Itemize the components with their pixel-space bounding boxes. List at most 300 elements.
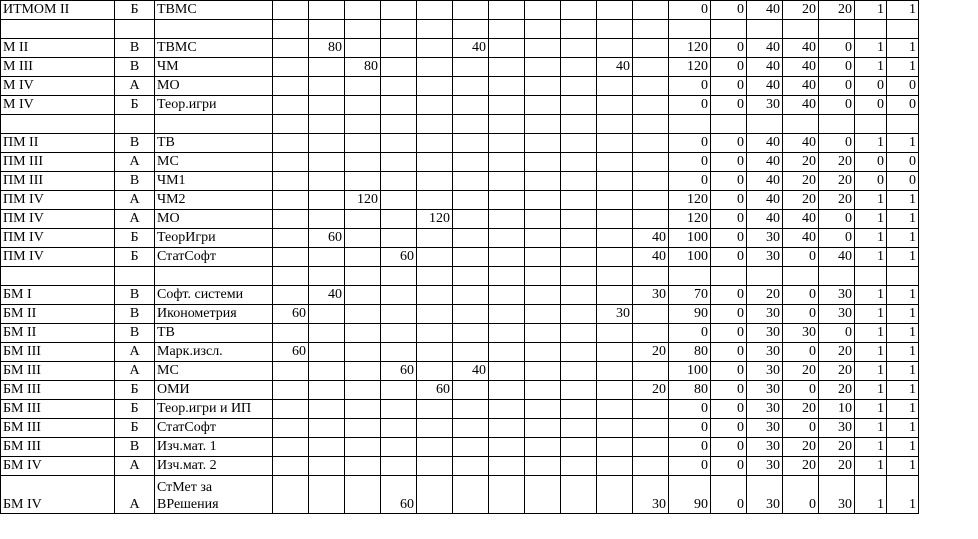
value-cell[interactable] (597, 381, 633, 400)
value-cell[interactable]: 30 (819, 305, 855, 324)
value-cell[interactable] (489, 400, 525, 419)
category-cell[interactable]: А (115, 210, 155, 229)
value-cell[interactable] (633, 191, 669, 210)
value-cell[interactable] (597, 400, 633, 419)
value-cell[interactable]: 1 (855, 305, 887, 324)
value-cell[interactable]: 40 (747, 77, 783, 96)
value-cell[interactable]: 1 (855, 476, 887, 514)
value-cell[interactable] (309, 153, 345, 172)
value-cell[interactable] (417, 191, 453, 210)
value-cell[interactable] (887, 20, 919, 39)
subject-cell[interactable]: Изч.мат. 1 (155, 438, 273, 457)
value-cell[interactable]: 0 (669, 96, 711, 115)
value-cell[interactable] (597, 267, 633, 286)
value-cell[interactable] (273, 210, 309, 229)
value-cell[interactable] (525, 400, 561, 419)
category-cell[interactable]: Б (115, 248, 155, 267)
group-cell[interactable]: ПМ III (1, 172, 115, 191)
value-cell[interactable] (453, 1, 489, 20)
value-cell[interactable] (561, 210, 597, 229)
value-cell[interactable] (381, 58, 417, 77)
value-cell[interactable]: 40 (309, 286, 345, 305)
value-cell[interactable] (345, 438, 381, 457)
value-cell[interactable] (489, 134, 525, 153)
value-cell[interactable]: 0 (711, 153, 747, 172)
value-cell[interactable] (633, 58, 669, 77)
value-cell[interactable]: 1 (887, 419, 919, 438)
value-cell[interactable] (309, 210, 345, 229)
value-cell[interactable]: 40 (747, 172, 783, 191)
value-cell[interactable]: 20 (783, 400, 819, 419)
group-cell[interactable] (1, 267, 115, 286)
value-cell[interactable]: 70 (669, 286, 711, 305)
value-cell[interactable]: 30 (633, 476, 669, 514)
value-cell[interactable] (633, 419, 669, 438)
value-cell[interactable]: 1 (887, 248, 919, 267)
value-cell[interactable] (855, 115, 887, 134)
value-cell[interactable] (489, 39, 525, 58)
value-cell[interactable] (489, 476, 525, 514)
value-cell[interactable] (597, 115, 633, 134)
value-cell[interactable]: 0 (819, 77, 855, 96)
group-cell[interactable]: М III (1, 58, 115, 77)
value-cell[interactable] (309, 362, 345, 381)
value-cell[interactable]: 20 (783, 457, 819, 476)
value-cell[interactable] (381, 305, 417, 324)
value-cell[interactable]: 40 (453, 39, 489, 58)
value-cell[interactable]: 0 (887, 172, 919, 191)
value-cell[interactable]: 30 (747, 381, 783, 400)
value-cell[interactable] (453, 267, 489, 286)
value-cell[interactable]: 30 (747, 362, 783, 381)
value-cell[interactable]: 0 (711, 191, 747, 210)
value-cell[interactable]: 0 (711, 381, 747, 400)
value-cell[interactable]: 40 (747, 191, 783, 210)
value-cell[interactable]: 40 (783, 39, 819, 58)
value-cell[interactable] (489, 210, 525, 229)
value-cell[interactable] (273, 191, 309, 210)
value-cell[interactable] (453, 400, 489, 419)
value-cell[interactable] (345, 248, 381, 267)
value-cell[interactable] (819, 267, 855, 286)
value-cell[interactable] (273, 58, 309, 77)
value-cell[interactable] (417, 286, 453, 305)
value-cell[interactable] (273, 400, 309, 419)
value-cell[interactable] (273, 324, 309, 343)
value-cell[interactable] (633, 362, 669, 381)
value-cell[interactable]: 0 (669, 419, 711, 438)
value-cell[interactable]: 0 (711, 286, 747, 305)
value-cell[interactable] (273, 20, 309, 39)
value-cell[interactable]: 0 (711, 343, 747, 362)
value-cell[interactable] (561, 400, 597, 419)
group-cell[interactable]: М IV (1, 77, 115, 96)
value-cell[interactable]: 1 (887, 210, 919, 229)
value-cell[interactable]: 0 (669, 77, 711, 96)
value-cell[interactable]: 40 (633, 229, 669, 248)
value-cell[interactable]: 20 (783, 362, 819, 381)
value-cell[interactable] (453, 419, 489, 438)
value-cell[interactable]: 1 (887, 286, 919, 305)
value-cell[interactable] (489, 381, 525, 400)
value-cell[interactable] (273, 381, 309, 400)
value-cell[interactable]: 40 (783, 134, 819, 153)
category-cell[interactable]: В (115, 305, 155, 324)
value-cell[interactable]: 1 (887, 134, 919, 153)
value-cell[interactable]: 0 (711, 362, 747, 381)
value-cell[interactable] (887, 267, 919, 286)
subject-cell[interactable]: ТВ (155, 324, 273, 343)
value-cell[interactable] (561, 191, 597, 210)
value-cell[interactable]: 20 (819, 172, 855, 191)
value-cell[interactable] (345, 343, 381, 362)
value-cell[interactable]: 60 (417, 381, 453, 400)
value-cell[interactable]: 120 (669, 39, 711, 58)
value-cell[interactable] (417, 457, 453, 476)
category-cell[interactable]: В (115, 58, 155, 77)
value-cell[interactable]: 30 (597, 305, 633, 324)
value-cell[interactable] (273, 1, 309, 20)
group-cell[interactable]: М II (1, 39, 115, 58)
value-cell[interactable] (561, 324, 597, 343)
value-cell[interactable] (633, 172, 669, 191)
value-cell[interactable]: 40 (597, 58, 633, 77)
value-cell[interactable] (489, 362, 525, 381)
value-cell[interactable] (345, 476, 381, 514)
value-cell[interactable]: 0 (711, 324, 747, 343)
value-cell[interactable]: 1 (887, 191, 919, 210)
value-cell[interactable] (417, 134, 453, 153)
value-cell[interactable] (597, 96, 633, 115)
value-cell[interactable] (417, 153, 453, 172)
value-cell[interactable]: 1 (855, 229, 887, 248)
value-cell[interactable]: 40 (747, 210, 783, 229)
value-cell[interactable] (345, 77, 381, 96)
value-cell[interactable]: 0 (819, 229, 855, 248)
value-cell[interactable] (417, 39, 453, 58)
value-cell[interactable]: 20 (633, 343, 669, 362)
value-cell[interactable]: 1 (887, 362, 919, 381)
value-cell[interactable] (309, 20, 345, 39)
value-cell[interactable]: 0 (711, 39, 747, 58)
value-cell[interactable] (597, 153, 633, 172)
value-cell[interactable] (525, 343, 561, 362)
value-cell[interactable] (417, 400, 453, 419)
value-cell[interactable]: 40 (783, 96, 819, 115)
value-cell[interactable]: 30 (747, 400, 783, 419)
value-cell[interactable]: 0 (887, 153, 919, 172)
value-cell[interactable] (273, 39, 309, 58)
value-cell[interactable] (561, 362, 597, 381)
value-cell[interactable] (453, 191, 489, 210)
value-cell[interactable] (345, 400, 381, 419)
group-cell[interactable]: ПМ IV (1, 229, 115, 248)
value-cell[interactable] (669, 267, 711, 286)
value-cell[interactable] (819, 115, 855, 134)
value-cell[interactable] (525, 115, 561, 134)
value-cell[interactable] (489, 153, 525, 172)
value-cell[interactable] (489, 96, 525, 115)
value-cell[interactable] (417, 324, 453, 343)
value-cell[interactable]: 1 (855, 134, 887, 153)
value-cell[interactable] (417, 438, 453, 457)
category-cell[interactable]: В (115, 286, 155, 305)
subject-cell[interactable]: МС (155, 153, 273, 172)
group-cell[interactable]: ПМ IV (1, 191, 115, 210)
value-cell[interactable] (381, 115, 417, 134)
value-cell[interactable]: 20 (747, 286, 783, 305)
category-cell[interactable]: А (115, 343, 155, 362)
value-cell[interactable] (417, 115, 453, 134)
group-cell[interactable]: БМ III (1, 419, 115, 438)
value-cell[interactable] (381, 324, 417, 343)
category-cell[interactable]: А (115, 153, 155, 172)
value-cell[interactable]: 1 (855, 191, 887, 210)
subject-cell[interactable]: ЧМ1 (155, 172, 273, 191)
category-cell[interactable]: В (115, 324, 155, 343)
value-cell[interactable] (561, 115, 597, 134)
subject-cell[interactable]: МО (155, 210, 273, 229)
value-cell[interactable] (525, 20, 561, 39)
value-cell[interactable] (345, 381, 381, 400)
value-cell[interactable] (417, 77, 453, 96)
category-cell[interactable]: А (115, 77, 155, 96)
value-cell[interactable] (309, 476, 345, 514)
value-cell[interactable] (597, 419, 633, 438)
value-cell[interactable]: 30 (747, 438, 783, 457)
value-cell[interactable] (489, 457, 525, 476)
value-cell[interactable] (561, 153, 597, 172)
value-cell[interactable]: 0 (783, 286, 819, 305)
value-cell[interactable] (561, 476, 597, 514)
value-cell[interactable]: 1 (887, 400, 919, 419)
value-cell[interactable]: 30 (747, 476, 783, 514)
value-cell[interactable] (417, 419, 453, 438)
group-cell[interactable]: БМ III (1, 381, 115, 400)
value-cell[interactable] (381, 419, 417, 438)
category-cell[interactable]: Б (115, 229, 155, 248)
subject-cell[interactable]: Теор.игри и ИП (155, 400, 273, 419)
value-cell[interactable] (633, 1, 669, 20)
value-cell[interactable] (489, 324, 525, 343)
value-cell[interactable] (525, 381, 561, 400)
group-cell[interactable]: БМ III (1, 362, 115, 381)
value-cell[interactable]: 0 (783, 305, 819, 324)
value-cell[interactable] (273, 115, 309, 134)
value-cell[interactable] (381, 77, 417, 96)
value-cell[interactable] (525, 438, 561, 457)
value-cell[interactable] (855, 267, 887, 286)
value-cell[interactable] (633, 267, 669, 286)
value-cell[interactable]: 1 (887, 324, 919, 343)
value-cell[interactable]: 1 (887, 1, 919, 20)
value-cell[interactable] (525, 457, 561, 476)
value-cell[interactable] (453, 286, 489, 305)
value-cell[interactable] (489, 77, 525, 96)
value-cell[interactable]: 0 (819, 39, 855, 58)
value-cell[interactable] (489, 229, 525, 248)
value-cell[interactable]: 120 (345, 191, 381, 210)
value-cell[interactable] (887, 115, 919, 134)
value-cell[interactable]: 0 (819, 96, 855, 115)
category-cell[interactable]: А (115, 191, 155, 210)
group-cell[interactable]: БМ III (1, 343, 115, 362)
value-cell[interactable] (561, 39, 597, 58)
value-cell[interactable] (381, 96, 417, 115)
value-cell[interactable]: 0 (711, 58, 747, 77)
value-cell[interactable] (597, 191, 633, 210)
value-cell[interactable]: 30 (633, 286, 669, 305)
subject-cell[interactable]: ЧМ2 (155, 191, 273, 210)
value-cell[interactable] (381, 134, 417, 153)
value-cell[interactable] (525, 172, 561, 191)
value-cell[interactable] (453, 115, 489, 134)
value-cell[interactable] (345, 134, 381, 153)
subject-cell[interactable]: Марк.изсл. (155, 343, 273, 362)
value-cell[interactable]: 30 (747, 305, 783, 324)
value-cell[interactable]: 0 (783, 248, 819, 267)
value-cell[interactable] (489, 286, 525, 305)
value-cell[interactable] (633, 324, 669, 343)
value-cell[interactable] (597, 20, 633, 39)
value-cell[interactable] (561, 267, 597, 286)
value-cell[interactable] (783, 20, 819, 39)
value-cell[interactable]: 0 (819, 134, 855, 153)
value-cell[interactable] (489, 20, 525, 39)
value-cell[interactable] (453, 438, 489, 457)
value-cell[interactable] (417, 96, 453, 115)
value-cell[interactable]: 20 (819, 362, 855, 381)
value-cell[interactable] (309, 1, 345, 20)
value-cell[interactable]: 0 (669, 134, 711, 153)
subject-cell[interactable]: ОМИ (155, 381, 273, 400)
value-cell[interactable] (309, 457, 345, 476)
value-cell[interactable] (561, 343, 597, 362)
value-cell[interactable] (309, 248, 345, 267)
value-cell[interactable]: 0 (819, 324, 855, 343)
value-cell[interactable]: 40 (453, 362, 489, 381)
subject-cell[interactable]: ТВ (155, 134, 273, 153)
value-cell[interactable]: 0 (669, 153, 711, 172)
value-cell[interactable] (711, 115, 747, 134)
category-cell[interactable]: Б (115, 419, 155, 438)
value-cell[interactable] (453, 324, 489, 343)
value-cell[interactable] (345, 210, 381, 229)
value-cell[interactable] (597, 362, 633, 381)
value-cell[interactable] (525, 153, 561, 172)
value-cell[interactable]: 120 (669, 58, 711, 77)
group-cell[interactable] (1, 20, 115, 39)
value-cell[interactable]: 1 (887, 476, 919, 514)
value-cell[interactable] (597, 1, 633, 20)
value-cell[interactable] (345, 115, 381, 134)
value-cell[interactable]: 0 (711, 305, 747, 324)
value-cell[interactable] (453, 381, 489, 400)
value-cell[interactable] (453, 229, 489, 248)
value-cell[interactable] (453, 210, 489, 229)
group-cell[interactable]: БМ IV (1, 476, 115, 514)
value-cell[interactable]: 120 (669, 210, 711, 229)
value-cell[interactable]: 30 (747, 229, 783, 248)
value-cell[interactable] (711, 267, 747, 286)
subject-cell[interactable]: МС (155, 362, 273, 381)
value-cell[interactable] (561, 438, 597, 457)
value-cell[interactable] (561, 96, 597, 115)
value-cell[interactable] (381, 343, 417, 362)
value-cell[interactable]: 40 (783, 229, 819, 248)
value-cell[interactable]: 40 (747, 134, 783, 153)
value-cell[interactable] (489, 1, 525, 20)
value-cell[interactable] (381, 457, 417, 476)
value-cell[interactable] (597, 248, 633, 267)
value-cell[interactable]: 1 (855, 210, 887, 229)
value-cell[interactable] (381, 20, 417, 39)
value-cell[interactable] (489, 305, 525, 324)
category-cell[interactable]: Б (115, 1, 155, 20)
value-cell[interactable] (633, 457, 669, 476)
value-cell[interactable]: 0 (783, 419, 819, 438)
value-cell[interactable]: 40 (747, 153, 783, 172)
value-cell[interactable]: 1 (855, 343, 887, 362)
subject-cell[interactable]: ТеорИгри (155, 229, 273, 248)
value-cell[interactable]: 30 (747, 457, 783, 476)
group-cell[interactable]: БМ IV (1, 457, 115, 476)
category-cell[interactable]: Б (115, 400, 155, 419)
value-cell[interactable]: 90 (669, 305, 711, 324)
value-cell[interactable]: 30 (819, 286, 855, 305)
value-cell[interactable] (561, 1, 597, 20)
value-cell[interactable]: 60 (381, 476, 417, 514)
value-cell[interactable]: 120 (417, 210, 453, 229)
value-cell[interactable]: 0 (855, 172, 887, 191)
value-cell[interactable]: 30 (747, 419, 783, 438)
subject-cell[interactable]: Софт. системи (155, 286, 273, 305)
value-cell[interactable] (561, 286, 597, 305)
value-cell[interactable]: 90 (669, 476, 711, 514)
value-cell[interactable] (633, 20, 669, 39)
value-cell[interactable] (489, 267, 525, 286)
value-cell[interactable]: 0 (711, 96, 747, 115)
value-cell[interactable] (561, 20, 597, 39)
value-cell[interactable] (525, 39, 561, 58)
value-cell[interactable] (597, 172, 633, 191)
value-cell[interactable] (453, 305, 489, 324)
value-cell[interactable]: 20 (633, 381, 669, 400)
value-cell[interactable] (633, 153, 669, 172)
value-cell[interactable]: 40 (783, 210, 819, 229)
value-cell[interactable] (597, 438, 633, 457)
value-cell[interactable]: 1 (855, 419, 887, 438)
value-cell[interactable]: 0 (819, 210, 855, 229)
value-cell[interactable]: 20 (819, 191, 855, 210)
value-cell[interactable] (489, 172, 525, 191)
category-cell[interactable]: В (115, 39, 155, 58)
value-cell[interactable]: 80 (345, 58, 381, 77)
value-cell[interactable] (597, 476, 633, 514)
value-cell[interactable]: 1 (887, 438, 919, 457)
value-cell[interactable] (525, 324, 561, 343)
value-cell[interactable]: 1 (887, 229, 919, 248)
value-cell[interactable] (381, 286, 417, 305)
value-cell[interactable] (669, 20, 711, 39)
subject-cell[interactable]: ТВМС (155, 39, 273, 58)
value-cell[interactable]: 0 (887, 77, 919, 96)
subject-cell[interactable] (155, 115, 273, 134)
value-cell[interactable] (453, 172, 489, 191)
value-cell[interactable] (489, 115, 525, 134)
value-cell[interactable] (453, 96, 489, 115)
value-cell[interactable]: 0 (711, 457, 747, 476)
